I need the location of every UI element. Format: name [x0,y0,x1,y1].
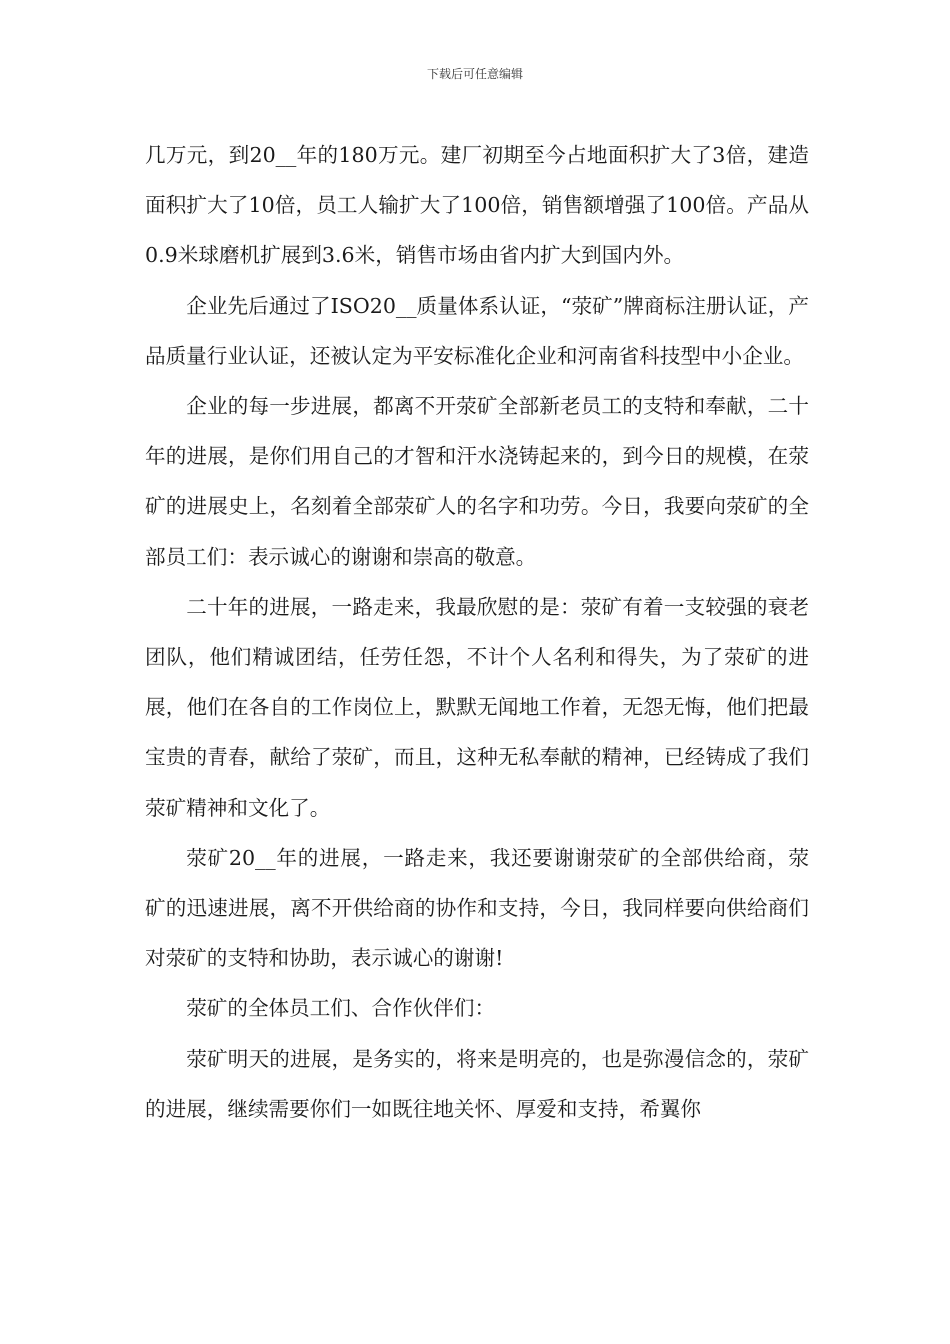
paragraph-4: 二十年的进展，一路走来，我最欣慰的是：荥矿有着一支较强的衰老团队，他们精诚团结，任劳任怨，不计个人名利和得失，为了荥矿的进展，他们在各自的工作岗位上，默默无闻地工作着，无怨无悔，他们把最宝贵的青春，献给了荥矿，而且，这种无私奉献的精神，已经铸成了我们荥矿精神和文化了。 [145,594,809,820]
document-body [145,130,809,1134]
paragraph-7: 荥矿明天的进展，是务实的，将来是明亮的，也是弥漫信念的，荥矿的进展，继续需要你们一如既往地关怀、厚爱和支持，希翼你 [145,1046,809,1121]
paragraph-6: 荥矿的全体员工们、合作伙伴们： [186,996,496,1021]
paragraph-3: 企业的每一步进展，都离不开荥矿全部新老员工的支特和奉献，二十年的进展，是你们用自己的才智和汗水浇铸起来的，到今日的规模，在荥矿的进展史上，名刻着全部荥矿人的名字和功劳。今日，我要向荥矿的全部员工们：表示诚心的谢谢和崇高的敬意。 [145,394,809,569]
page-header: 下载后可任意编辑 [426,67,523,81]
paragraph-2: 企业先后通过了ISO20__质量体系认证，“荥矿”牌商标注册认证，产品质量行业认证，还被认定为平安标准化企业和河南省科技型中小企业。 [145,293,809,368]
paragraph-5: 荥矿20__年的进展，一路走来，我还要谢谢荥矿的全部供给商，荥矿的迅速进展，离不开供给商的协作和支持，今日，我同样要向供给商们对荥矿的支特和协助，表示诚心的谢谢! [145,845,809,971]
paragraph-1: 几万元，到20__年的180万元。建厂初期至今占地面积扩大了3倍，建造面积扩大了10倍，员工人输扩大了100倍，销售额增强了100倍。产品从0.9米球磨机扩展到3.6米，销售市场由省内扩大到国内外。 [145,143,809,268]
